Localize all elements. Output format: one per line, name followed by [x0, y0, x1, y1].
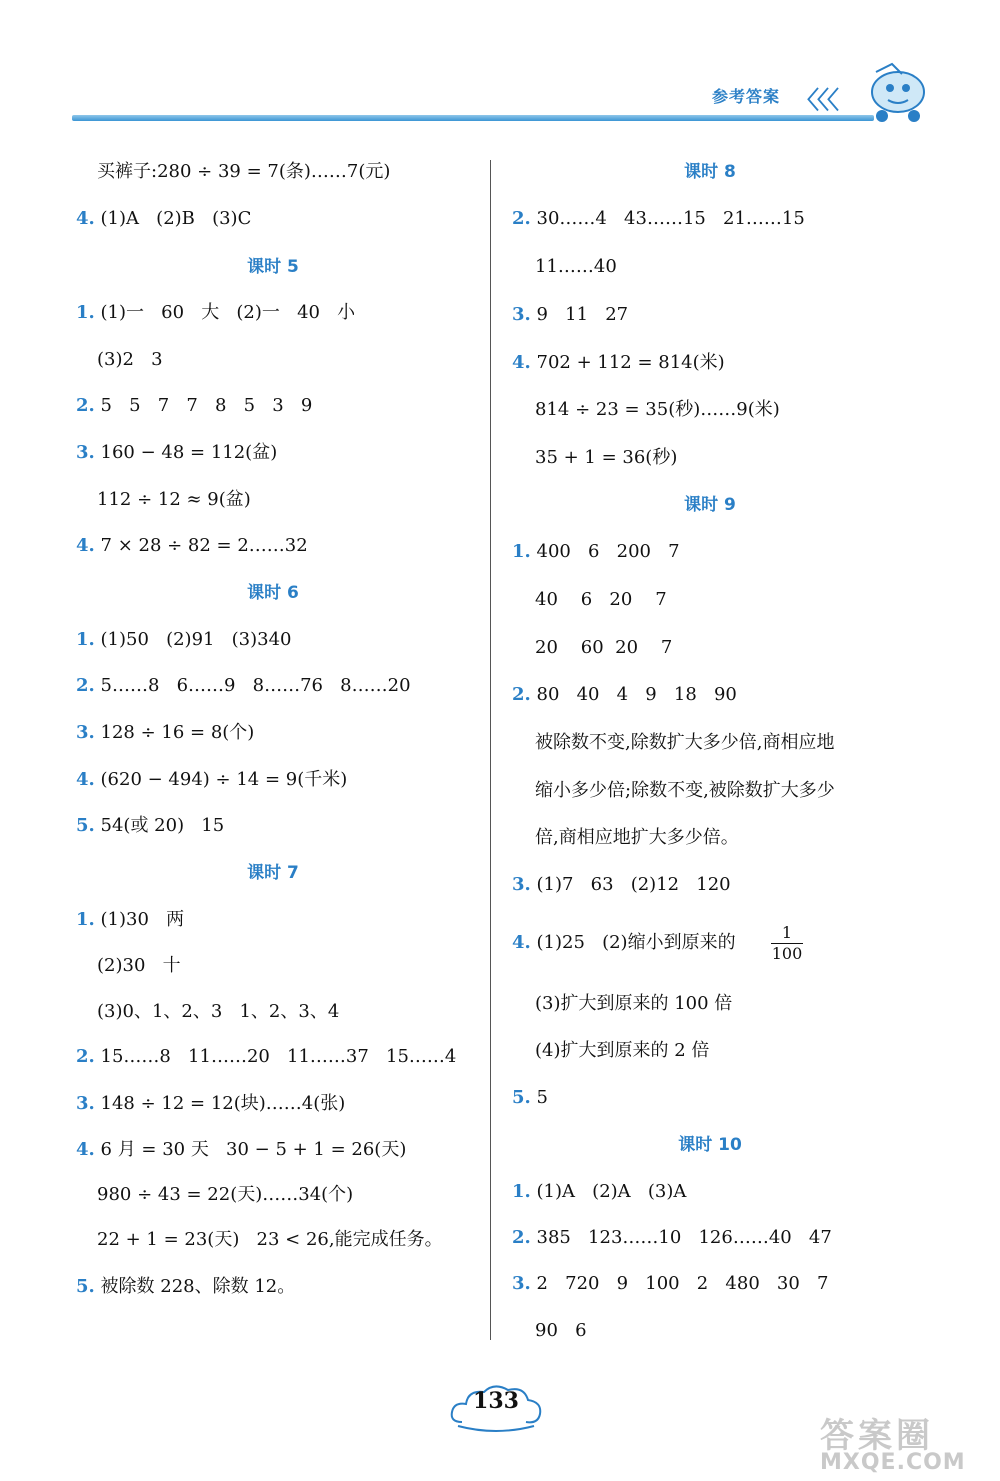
answer-text: 148 ÷ 12 = 12(块)……4(张): [94, 1093, 346, 1114]
answer-text: (1)50 (2)91 (3)340: [94, 629, 292, 650]
header-rule: [72, 115, 874, 121]
question-number: 3.: [76, 1093, 95, 1114]
answer-text: (1)A (2)B (3)C: [94, 208, 252, 229]
question-number: 4.: [512, 352, 531, 373]
question-number: 5.: [76, 1276, 95, 1297]
answer-text: 6 月 = 30 天 30 − 5 + 1 = 26(天): [94, 1139, 407, 1160]
answer-line: [512, 684, 737, 706]
question-number: 3.: [76, 722, 95, 743]
answer-text: (1)25 (2)缩小到原来的: [530, 932, 736, 953]
answer-text: 128 ÷ 16 = 8(个): [94, 722, 255, 743]
question-number: 3.: [512, 874, 531, 895]
answer-line: 被除数不变,除数扩大多少倍,商相应地: [535, 732, 835, 753]
answer-text: 54(或 20) 15: [94, 815, 225, 836]
answer-text: 400 6 200 7: [530, 541, 680, 562]
answer-line: [76, 909, 184, 931]
question-number: 2.: [76, 395, 95, 416]
question-number: 3.: [512, 1273, 531, 1294]
answer-line: 980 ÷ 43 = 22(天)……34(个): [97, 1184, 354, 1205]
answer-line: [512, 1273, 828, 1295]
question-number: 4.: [76, 535, 95, 556]
question-number: 5.: [76, 815, 95, 836]
watermark-url: MXQE.COM: [820, 1450, 966, 1475]
question-number: 2.: [512, 208, 531, 229]
answer-line: [76, 629, 292, 651]
answer-line: 22 + 1 = 23(天) 23 < 26,能完成任务。: [97, 1229, 443, 1250]
answer-text: 5……8 6……9 8……76 8……20: [94, 675, 411, 696]
answer-text: 385 123……10 126……40 47: [530, 1227, 832, 1248]
question-number: 4.: [76, 769, 95, 790]
answer-text: (1)一 60 大 (2)一 40 小: [94, 302, 356, 323]
answer-line: [76, 722, 254, 744]
answer-text: 5 5 7 7 8 5 3 9: [94, 395, 313, 416]
question-number: 2.: [512, 1227, 531, 1248]
section-heading: 课时 6: [247, 583, 299, 603]
watermark-text: 答案圈: [820, 1416, 934, 1456]
question-number: 3.: [76, 442, 95, 463]
question-number: 4.: [512, 932, 531, 953]
answer-text: (1)7 63 (2)12 120: [530, 874, 731, 895]
answer-line: [76, 1093, 345, 1115]
answer-line: [512, 1181, 686, 1203]
answer-line: (3)2 3: [97, 349, 163, 370]
question-number: 1.: [512, 541, 531, 562]
question-number: 4.: [76, 208, 95, 229]
answer-text: 5: [530, 1087, 548, 1108]
answer-text: (1)A (2)A (3)A: [530, 1181, 687, 1202]
answer-line: [512, 1087, 548, 1109]
question-number: 1.: [76, 629, 95, 650]
answer-line: 买裤子:280 ÷ 39 = 7(条)……7(元): [97, 161, 391, 182]
answer-line: [76, 395, 312, 417]
question-number: 1.: [76, 909, 95, 930]
watermark-logo: [820, 1408, 995, 1478]
question-number: 4.: [76, 1139, 95, 1160]
question-number: 2.: [76, 1046, 95, 1067]
answer-text: (1)30 两: [94, 909, 185, 930]
section-heading: 课时 9: [684, 495, 736, 515]
answer-text: 160 − 48 = 112(盆): [94, 442, 278, 463]
question-number: 1.: [76, 302, 95, 323]
fraction-numerator: 1: [781, 923, 793, 942]
column-divider: [490, 160, 491, 1340]
answer-line: [512, 304, 628, 326]
answer-line: [76, 1276, 295, 1298]
answer-text: 9 11 27: [530, 304, 629, 325]
answer-line: [512, 352, 725, 374]
answer-line: [76, 1139, 406, 1161]
answer-line: (3)0、1、2、3 1、2、3、4: [97, 1001, 340, 1022]
answer-line: [76, 208, 251, 230]
fraction-denominator: 100: [771, 944, 803, 963]
answer-line: [76, 675, 411, 697]
question-number: 2.: [76, 675, 95, 696]
header-title: 参考答案: [712, 87, 781, 106]
answer-text: 7 × 28 ÷ 82 = 2……32: [94, 535, 308, 556]
answer-line: [76, 815, 224, 837]
answer-line: 缩小多少倍;除数不变,被除数扩大多少: [535, 780, 835, 801]
answer-line: 90 6: [535, 1320, 587, 1341]
section-heading: 课时 5: [247, 257, 299, 277]
answer-line: (3)扩大到原来的 100 倍: [535, 993, 733, 1014]
question-number: 5.: [512, 1087, 531, 1108]
answer-line: [76, 442, 277, 464]
answer-line: (4)扩大到原来的 2 倍: [535, 1040, 710, 1061]
answer-line: [76, 535, 308, 557]
question-number: 2.: [512, 684, 531, 705]
answer-line: [512, 1227, 832, 1249]
answer-text: 2 720 9 100 2 480 30 7: [530, 1273, 829, 1294]
answer-line: [76, 1046, 456, 1068]
answer-line: 倍,商相应地扩大多少倍。: [535, 827, 739, 848]
mascot-icon: [862, 54, 934, 126]
answer-line: 112 ÷ 12 ≈ 9(盆): [97, 489, 251, 510]
answer-line: 11……40: [535, 256, 617, 277]
answer-text: 15……8 11……20 11……37 15……4: [94, 1046, 457, 1067]
question-number: 1.: [512, 1181, 531, 1202]
answer-line: 40 6 20 7: [535, 589, 667, 610]
answer-line: (2)30 十: [97, 955, 181, 976]
header-chevrons-icon: 〈〈〈: [795, 86, 837, 114]
answer-line: 35 + 1 = 36(秒): [535, 447, 678, 468]
answer-text: 30……4 43……15 21……15: [530, 208, 805, 229]
page-number: 133: [473, 1388, 519, 1414]
answer-text: (620 − 494) ÷ 14 = 9(千米): [94, 769, 348, 790]
page-number-badge: [448, 1378, 544, 1434]
answer-line: [512, 874, 731, 896]
section-heading: 课时 8: [684, 162, 736, 182]
answer-line: 20 60 20 7: [535, 637, 673, 658]
answer-line: [512, 932, 736, 954]
answer-line: [76, 769, 347, 791]
fraction: [771, 924, 803, 963]
answer-line: [512, 208, 805, 230]
answer-text: 被除数 228、除数 12。: [94, 1276, 296, 1297]
answer-line: [512, 541, 680, 563]
section-heading: 课时 7: [247, 863, 299, 883]
answer-text: 80 40 4 9 18 90: [530, 684, 737, 705]
answer-line: 814 ÷ 23 = 35(秒)……9(米): [535, 399, 780, 420]
section-heading: 课时 10: [678, 1135, 742, 1155]
answer-text: 702 + 112 = 814(米): [530, 352, 725, 373]
question-number: 3.: [512, 304, 531, 325]
answer-line: [76, 302, 355, 324]
